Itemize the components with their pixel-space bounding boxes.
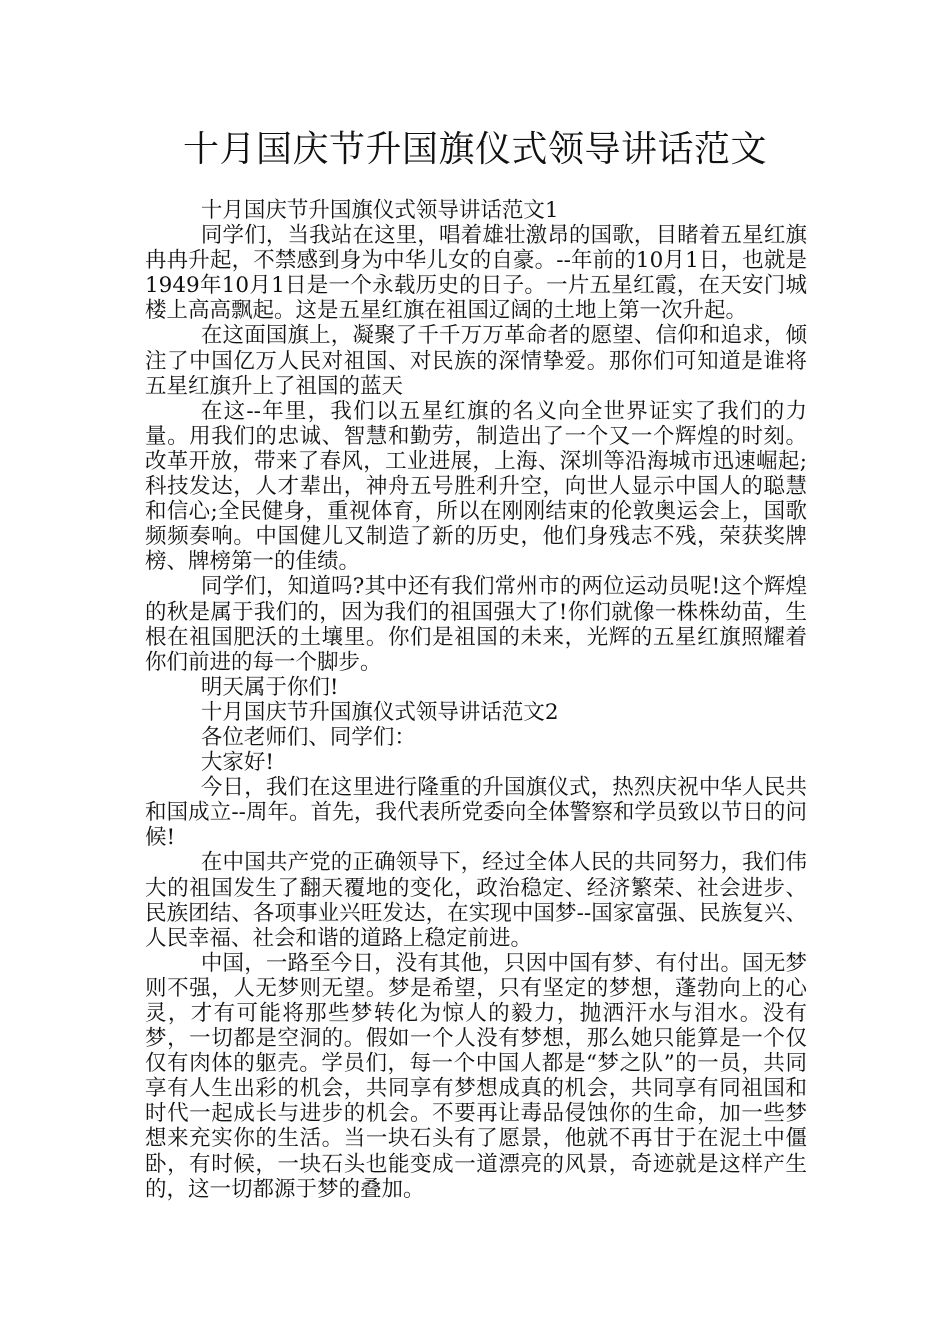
paragraph: 明天属于你们!: [200, 674, 339, 700]
paragraph: 在中国共产党的正确领导下，经过全体人民的共同努力，我们伟大的祖国发生了翻天覆地的变化，政治稳定、经济繁荣、社会进步、民族团结、各项事业兴旺发达，在实现中国梦--国家富强、民族复兴、人民幸福、社会和谐的道路上稳定前进。: [145, 850, 807, 951]
paragraph: 中国，一路至今日，没有其他，只因中国有梦、有付出。国无梦则不强，人无梦则无望。梦是希望，只有坚定的梦想，蓬勃向上的心灵，才有可能将那些梦转化为惊人的毅力，抛洒汗水与泪水。没有梦，一切都是空洞的。假如一个人没有梦想，那么她只能算是一个仅仅有肉体的躯壳。学员们，每一个中国人都是“梦之队”的一员，共同享有人生出彩的机会，共同享有梦想成真的机会，共同享有同祖国和时代一起成长与进步的机会。不要再让毒品侵蚀你的生命，加一些梦想来充实你的生活。当一块石头有了愿景，他就不再甘于在泥土中僵卧，有时候，一块石头也能变成一道漂亮的风景，奇迹就是这样产生的，这一切都源于梦的叠加。: [145, 950, 807, 1202]
document-title: 十月国庆节升国旗仪式领导讲话范文: [182, 129, 767, 170]
paragraph: 在这面国旗上，凝聚了千千万万革命者的愿望、信仰和追求，倾注了中国亿万人民对祖国、对民族的深情挚爱。那你们可知道是谁将五星红旗升上了祖国的蓝天: [145, 323, 807, 399]
paragraph: 今日，我们在这里进行隆重的升国旗仪式，热烈庆祝中华人民共和国成立--周年。首先，我代表所党委向全体警察和学员致以节日的问候!: [145, 775, 807, 851]
document-body: [145, 198, 807, 1202]
heading-essay-1: 十月国庆节升国旗仪式领导讲话范文1: [200, 198, 559, 223]
greeting: 大家好!: [200, 750, 275, 776]
paragraph: 同学们，当我站在这里，唱着雄壮激昂的国歌，目睹着五星红旗冉冉升起，不禁感到身为中华儿女的自豪。--年前的10月1日，也就是1949年10月1日是一个永载历史的日子。一片五星红霞，在天安门城楼上高高飘起。这是五星红旗在祖国辽阔的土地上第一次升起。: [145, 223, 807, 324]
heading-essay-2: 十月国庆节升国旗仪式领导讲话范文2: [200, 699, 559, 725]
salutation: 各位老师们、同学们：: [200, 724, 416, 750]
paragraph: 在这--年里，我们以五星红旗的名义向全世界证实了我们的力量。用我们的忠诚、智慧和勤劳，制造出了一个又一个辉煌的时刻。改革开放，带来了春风，工业进展，上海、深圳等沿海城市迅速崛起;科技发达，人才辈出，神舟五号胜利升空，向世人显示中国人的聪慧和信心;全民健身，重视体育，所以在刚刚结束的伦敦奥运会上，国歌频频奏响。中国健儿又制造了新的历史，他们身残志不残，荣获奖牌榜、牌榜第一的佳绩。: [145, 398, 807, 575]
paragraph: 同学们，知道吗?其中还有我们常州市的两位运动员呢!这个辉煌的秋是属于我们的，因为我们的祖国强大了!你们就像一株株幼苗，生根在祖国肥沃的土壤里。你们是祖国的未来，光辉的五星红旗照耀着你们前进的每一个脚步。: [145, 574, 807, 675]
